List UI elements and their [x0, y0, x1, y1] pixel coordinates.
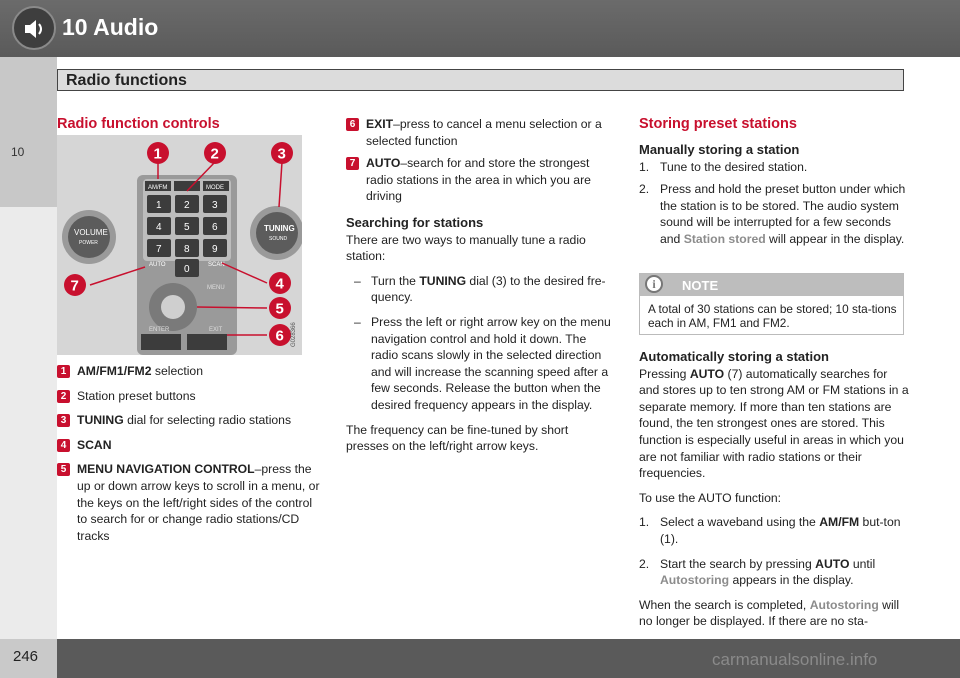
auto-step1-bold: AM/FM	[819, 515, 860, 530]
list-item	[57, 461, 325, 544]
list-item	[346, 155, 614, 205]
label-volume: VOLUME	[74, 228, 108, 237]
auto-step2-post: appears in the display.	[729, 573, 854, 588]
auto-step2-bold: AUTO	[815, 556, 850, 571]
chapter-sidebar-tab	[0, 57, 57, 207]
item-bold: TUNING	[77, 413, 124, 428]
col2	[346, 116, 614, 455]
speaker-icon	[12, 6, 56, 50]
page-number: 246	[13, 648, 39, 665]
auto-p3-post: will no longer be displayed. If there are no sta-	[639, 597, 900, 629]
section-title: Radio functions	[66, 72, 187, 89]
item-text: selection	[151, 364, 203, 378]
watermark: carmanualsonline.info	[712, 650, 878, 669]
list-item	[57, 412, 325, 429]
item-badge: 1	[57, 365, 70, 378]
chapter-title: 10 Audio	[62, 14, 159, 40]
sidebar-lower	[0, 207, 57, 639]
heading-radio-function-controls: Radio function controls	[57, 116, 220, 132]
item-badge: 6	[346, 118, 359, 131]
item-text: –search for and store the strongest radio stations in the area in which you are driving	[366, 156, 591, 204]
manual-step2-post: will appear in the display.	[765, 231, 905, 246]
auto-step2-pre: Start the search by pressing	[660, 556, 816, 571]
label-menu: MENU	[207, 285, 225, 291]
auto-p1-bold: AUTO	[689, 366, 725, 381]
manual-step2-pre: Press and hold the preset button under which the station is to be stored. The audio system sound will be interrupted for a few seconds and	[660, 182, 906, 246]
list-item	[57, 363, 325, 380]
auto-step1-pre: Select a waveband using the	[660, 515, 820, 530]
display-text-autostoring: Autostoring	[809, 597, 879, 612]
item-bold: AM/FM1/FM2	[77, 364, 152, 378]
label-enter: ENTER	[149, 327, 170, 333]
callout-number: 2	[210, 145, 219, 163]
item-badge: 5	[57, 463, 70, 476]
list-item	[346, 116, 614, 149]
note-text: A total of 30 stations can be stored; 10 sta-tions each in AM, FM1 and FM2.	[648, 302, 897, 330]
item-bold: EXIT	[366, 117, 394, 131]
dash1-bold: TUNING	[419, 273, 467, 288]
list-item: – Press the left or right arrow key on the menu navigation control and hold it down. The radio scans slowly in the selected direction and will increase the scanning speed after a few seconds. Release the button when the desired frequency appears in the display.	[354, 314, 611, 412]
item-badge: 3	[57, 414, 70, 427]
list-item: 2. Start the search by pressing AUTO until Autostoring appears in the display.	[639, 556, 876, 588]
item-text: dial for selecting radio stations	[123, 413, 292, 428]
fine-tune-text: The frequency can be fine-tuned by short presses on the left/right arrow keys.	[346, 422, 569, 454]
preset-key-label: 5	[184, 222, 190, 233]
auto-p3-pre: When the search is completed,	[639, 597, 810, 612]
item-bold: MENU NAVIGATION CONTROL	[77, 462, 255, 477]
auto-paragraph	[639, 366, 909, 482]
item-text: –press to cancel a menu selection or a selected function	[366, 117, 602, 148]
display-text-station-stored: Station stored	[683, 231, 766, 246]
heading-manually-storing: Manually storing a station	[639, 142, 800, 157]
radio-controls-figure	[57, 135, 302, 355]
item-badge: 4	[57, 439, 70, 452]
item-bold: AUTO	[366, 156, 401, 171]
auto-p1-post: (7) automatically searches for and stores up to ten strong AM or FM stations in a separate memory. If more than ten stations are found, the ten strongest ones are stored. This function is especially useful in areas in which you are not familiar with radio stations or their frequencies.	[639, 366, 909, 481]
item-badge: 2	[57, 390, 70, 403]
preset-key-label: 0	[184, 264, 190, 275]
heading-storing-preset: Storing preset stations	[639, 116, 797, 132]
list-item	[57, 388, 325, 405]
auto-p1-pre: Pressing	[639, 366, 690, 381]
label-mode: MODE	[206, 185, 224, 191]
note-box	[639, 273, 904, 335]
callout-number: 4	[275, 275, 284, 293]
preset-key-label: 6	[212, 222, 218, 233]
preset-key-label: 7	[156, 244, 162, 255]
label-tuning: TUNING	[264, 224, 295, 233]
label-sound: SOUND	[269, 236, 288, 242]
item-text: Station preset buttons	[77, 388, 196, 403]
list-item	[57, 437, 325, 454]
preset-key-label: 4	[156, 222, 162, 233]
list-item: 2. Press and hold the preset button under which the station is to be stored. The audio system sound will be interrupted for a few seconds and Station stored will appear in the display.	[639, 182, 906, 246]
dash2-text: Press the left or right arrow key on the menu navigation control and hold it down. The radio scans slowly in the selected direction and will increase the scanning speed after a few seconds. Release the button when the desired frequency appears in the display.	[371, 314, 611, 412]
dash1-post: dial (3) to the desired fre-quency.	[371, 273, 606, 305]
display-text-autostoring: Autostoring	[660, 573, 730, 588]
col3-auto	[639, 349, 909, 630]
list-item: 1. Select a waveband using the AM/FM but-ton (1).	[639, 515, 901, 546]
preset-key-label: 8	[184, 244, 190, 255]
auto-step1-post: but-ton (1).	[660, 515, 901, 546]
item-badge: 7	[346, 157, 359, 170]
auto-step2-mid: until	[849, 556, 876, 571]
label-amfm: AM/FM	[148, 185, 168, 191]
preset-key-label: 3	[212, 200, 218, 211]
col1-list	[57, 363, 325, 544]
callout-number: 5	[275, 300, 284, 318]
note-header	[640, 274, 903, 296]
preset-key-label: 1	[156, 200, 162, 211]
auto-p3	[639, 597, 909, 630]
col3-manual	[639, 142, 907, 248]
list-item: 1. Tune to the desired station.	[639, 159, 808, 174]
dash1-pre: Turn the	[371, 273, 420, 288]
preset-key-label: 9	[212, 244, 218, 255]
preset-key-label: 2	[184, 200, 190, 211]
section-title-bar	[57, 69, 904, 91]
note-title: NOTE	[682, 278, 719, 293]
callout-number: 3	[277, 145, 286, 163]
item-text: –press the up or down arrow keys to scroll in a menu, or the keys on the left/right sides of the control to search for or change radio stations/CD tracks	[77, 462, 320, 543]
label-exit: EXIT	[209, 327, 223, 333]
heading-searching-stations: Searching for stations	[346, 214, 484, 230]
heading-auto-storing: Automatically storing a station	[639, 349, 829, 364]
manual-step1: Tune to the desired station.	[660, 159, 808, 174]
chapter-tab-number: 10	[11, 145, 25, 159]
auto-p2: To use the AUTO function:	[639, 490, 782, 505]
list-item: – Turn the TUNING dial (3) to the desired fre-quency.	[354, 273, 606, 305]
label-scan: SCAN	[208, 262, 225, 268]
callout-number: 1	[153, 145, 162, 163]
search-intro: There are two ways to manually tune a radio station:	[346, 232, 586, 264]
callout-number: 6	[275, 327, 284, 345]
item-bold: SCAN	[77, 437, 112, 452]
label-auto: AUTO	[149, 262, 166, 268]
figure-code: G028366	[291, 322, 297, 347]
label-power: POWER	[79, 240, 98, 246]
callout-number: 7	[70, 277, 79, 295]
info-icon: i	[645, 275, 663, 293]
